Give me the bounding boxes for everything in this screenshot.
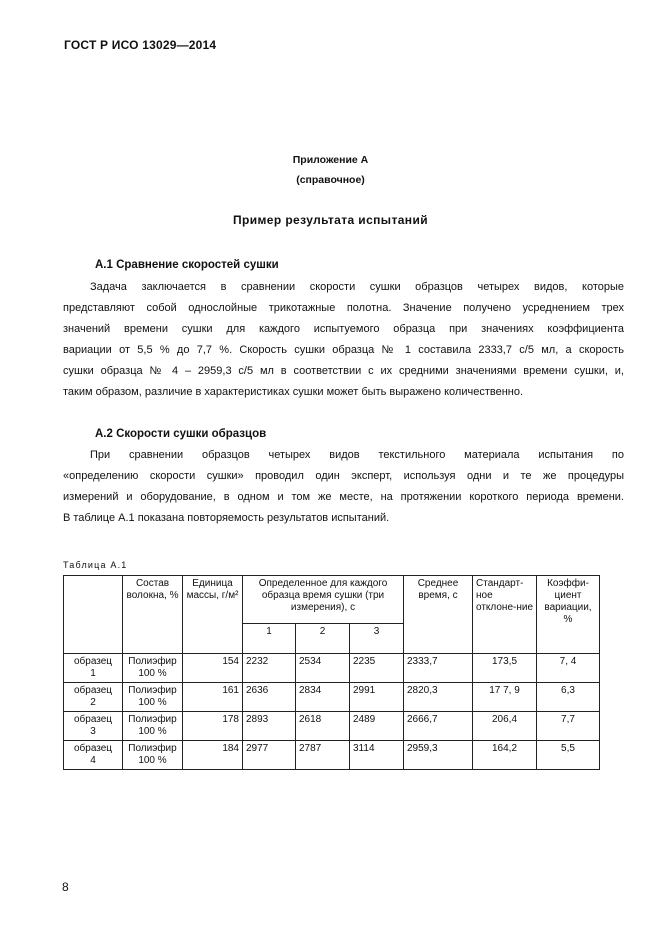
paragraph-line: При сравнении образцов четырех видов текстильного материала испытания по [90, 449, 624, 461]
header-sample [64, 576, 123, 654]
std-cell: 164,2 [473, 741, 537, 770]
composition-cell: Полиэфир 100 % [123, 712, 183, 741]
time-3-cell: 2991 [350, 683, 404, 712]
page-number: 8 [62, 880, 69, 894]
paragraph-line: таким образом, различие в характеристиках сушки может быть выражено количественно. [63, 386, 524, 398]
header-mean: Среднее время, с [404, 576, 473, 654]
table-row [64, 712, 600, 741]
mean-cell: 2820,3 [404, 683, 473, 712]
appendix-title: Приложение А [292, 154, 369, 166]
time-1-cell: 2636 [243, 683, 296, 712]
mass-cell: 161 [183, 683, 243, 712]
time-1-cell: 2893 [243, 712, 296, 741]
composition-cell: Полиэфир 100 % [123, 654, 183, 683]
paragraph-line: значений времени сушки для каждого испытуемого образца при значениях коэффициента [63, 323, 624, 335]
composition-cell: Полиэфир 100 % [123, 683, 183, 712]
section-2-title: А.2 Скорости сушки образцов [95, 428, 267, 440]
cv-cell: 7,7 [537, 712, 600, 741]
mean-cell: 2959,3 [404, 741, 473, 770]
mass-cell: 154 [183, 654, 243, 683]
appendix-subtitle: (справочное) [296, 174, 365, 186]
time-2-cell: 2534 [296, 654, 350, 683]
time-2-cell: 2834 [296, 683, 350, 712]
header-run-2: 2 [296, 624, 350, 654]
sample-cell: образец 1 [64, 654, 123, 683]
section-1-title: А.1 Сравнение скоростей сушки [95, 259, 279, 271]
std-cell: 17 7, 9 [473, 683, 537, 712]
time-3-cell: 2489 [350, 712, 404, 741]
table-caption: Таблица А.1 [63, 560, 128, 570]
mean-cell: 2333,7 [404, 654, 473, 683]
time-3-cell: 2235 [350, 654, 404, 683]
paragraph-line: «определению скорости сушки» проводил один эксперт, используя одни и те же процедуры [63, 470, 624, 482]
std-cell: 206,4 [473, 712, 537, 741]
sample-cell: образец 2 [64, 683, 123, 712]
paragraph-line: вариации от 5,5 % до 7,7 %. Скорость сушки образца № 1 составила 2333,7 с/5 мл, а скорость [63, 344, 624, 356]
section-2-paragraph [63, 445, 624, 529]
std-cell: 173,5 [473, 654, 537, 683]
results-table [63, 575, 600, 770]
section-1-paragraph [63, 277, 624, 403]
appendix-heading: Пример результата испытаний [232, 213, 428, 227]
header-cv: Коэффи-циент вариации, % [537, 576, 600, 654]
header-drying-time: Определенное для каждого образца время сушки (три измерения), с [243, 576, 404, 624]
table-row [64, 654, 600, 683]
header-run-3: 3 [350, 624, 404, 654]
header-mass: Единица массы, г/м² [183, 576, 243, 654]
paragraph-line: измерений и оборудование, в одном и том же месте, на протяжении короткого периода времени. [63, 491, 624, 503]
cv-cell: 6,3 [537, 683, 600, 712]
sample-cell: образец 4 [64, 741, 123, 770]
table-row [64, 741, 600, 770]
time-1-cell: 2232 [243, 654, 296, 683]
paragraph-line: представляют собой однослойные трикотажные полотна. Значение получено усреднением трех [63, 302, 624, 314]
document-header: ГОСТ Р ИСО 13029—2014 [64, 38, 217, 52]
header-std: Стандарт-ное отклоне-ние [473, 576, 537, 654]
time-1-cell: 2977 [243, 741, 296, 770]
table-row [64, 683, 600, 712]
header-run-1: 1 [243, 624, 296, 654]
time-2-cell: 2787 [296, 741, 350, 770]
table-header-row [64, 576, 600, 624]
mass-cell: 178 [183, 712, 243, 741]
paragraph-line: сушки образца № 4 – 2959,3 с/5 мл в соответствии с их средними значениями времени сушки, и, [63, 365, 624, 377]
time-3-cell: 3114 [350, 741, 404, 770]
mass-cell: 184 [183, 741, 243, 770]
paragraph-line: Задача заключается в сравнении скорости сушки образцов четырех видов, которые [90, 281, 624, 293]
header-composition: Состав волокна, % [123, 576, 183, 654]
cv-cell: 5,5 [537, 741, 600, 770]
paragraph-line: В таблице А.1 показана повторяемость результатов испытаний. [63, 512, 390, 524]
mean-cell: 2666,7 [404, 712, 473, 741]
time-2-cell: 2618 [296, 712, 350, 741]
composition-cell: Полиэфир 100 % [123, 741, 183, 770]
cv-cell: 7, 4 [537, 654, 600, 683]
sample-cell: образец 3 [64, 712, 123, 741]
